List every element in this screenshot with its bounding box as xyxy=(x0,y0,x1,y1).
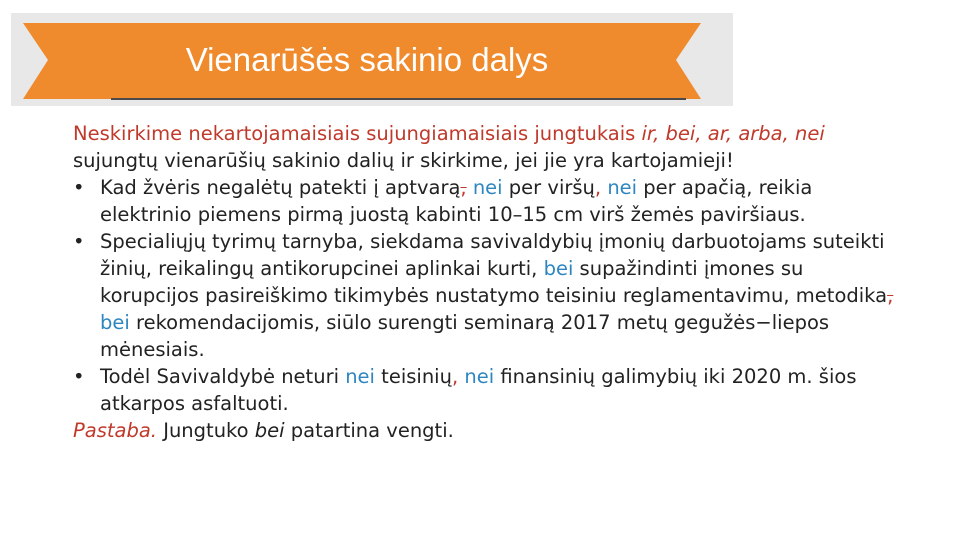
list-item xyxy=(73,228,903,363)
note-label: Pastaba. xyxy=(73,419,157,442)
list-item xyxy=(73,174,903,228)
slide-body xyxy=(73,120,903,444)
example-text: per viršų xyxy=(502,176,595,199)
example-text: teisinių xyxy=(374,365,452,388)
note-word: bei xyxy=(254,419,285,442)
note-text: Jungtuko xyxy=(157,419,255,442)
struck-comma: , xyxy=(887,284,894,307)
intro-text-rest: sujungtų vienarūšių sakinio dalių ir skirkime, jei jie yra kartojamieji! xyxy=(73,149,734,172)
example-text: Kad žvėris negalėtų patekti į aptvarą xyxy=(100,176,461,199)
intro-text: Neskirkime nekartojamaisiais sujungiamaisiais jungtukais xyxy=(73,122,642,145)
example-text: finansinių galimybių iki 2020 m. šios atkarpos asfaltuoti. xyxy=(100,365,857,415)
struck-comma: , xyxy=(460,176,467,199)
example-text: Specialiųjų tyrimų tarnyba, siekdama savivaldybių įmonių darbuotojams suteikti žinių, reikalingų antikorupcinei aplinkai kurti, xyxy=(100,230,885,280)
note xyxy=(73,417,903,444)
note-text-rest: patartina vengti. xyxy=(284,419,454,442)
example-text: rekomendacijomis, siūlo surengti seminarą 2017 metų gegužės−liepos mėnesiais. xyxy=(100,311,830,361)
added-comma: , xyxy=(451,365,459,388)
example-list xyxy=(73,174,903,417)
conjunction-highlight: bei xyxy=(543,257,574,280)
example-text: per apačią, reikia elektrinio piemens pirmą juostą kabinti 10–15 cm virš žemės paviršiaus. xyxy=(100,176,813,226)
example-text: supažindinti įmones su korupcijos pasireiškimo tikimybės nustatymo teisiniu reglamentavimu, metodika xyxy=(100,257,888,307)
intro-rule xyxy=(73,120,903,174)
added-comma: , xyxy=(594,176,602,199)
example-text: Todėl Savivaldybė neturi xyxy=(100,365,346,388)
intro-conjunctions: ir, bei, ar, arba, nei xyxy=(641,122,825,145)
conjunction-highlight: nei xyxy=(472,176,503,199)
conjunction-highlight: nei xyxy=(345,365,375,388)
slide-title: Vienarūšės sakinio dalys xyxy=(185,40,549,78)
conjunction-highlight: nei xyxy=(607,176,638,199)
list-item xyxy=(73,363,903,417)
conjunction-highlight: bei xyxy=(100,311,130,334)
conjunction-highlight: nei xyxy=(464,365,495,388)
